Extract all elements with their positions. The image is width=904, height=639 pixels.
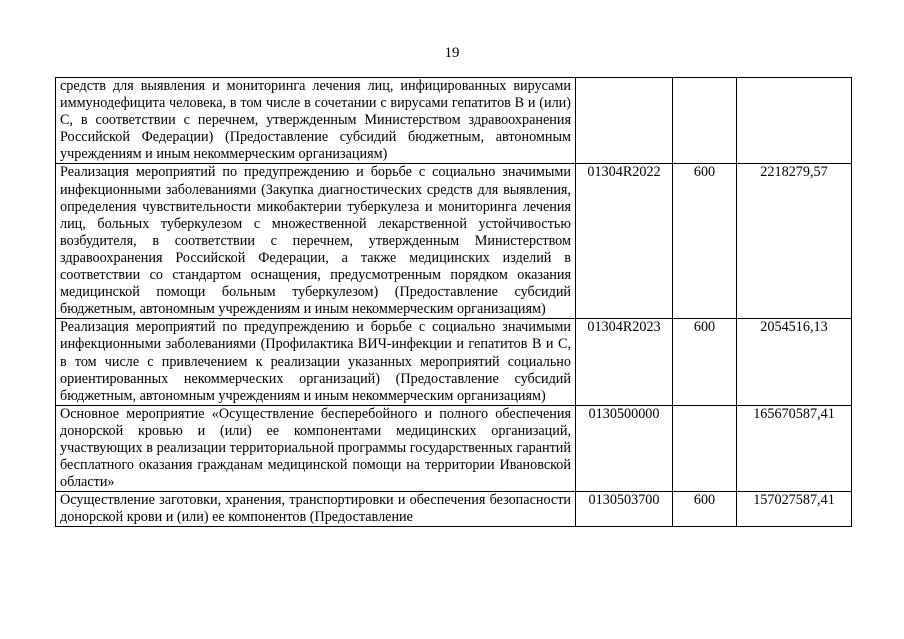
row-amount: 2054516,13	[737, 319, 852, 405]
row-code	[576, 78, 673, 164]
row-amount: 157027587,41	[737, 492, 852, 527]
row-code: 01304R2022	[576, 164, 673, 319]
row-expense-type	[673, 405, 737, 491]
row-code: 0130503700	[576, 492, 673, 527]
row-description: Основное мероприятие «Осуществление бесперебойного и полного обеспечения донорской кровью и (или) ее компонентами медицинских организаций, участвующих в реализации территориальной программы государственных гарантий бесплатного оказания гражданам медицинской помощи на территории Ивановской области»	[56, 405, 576, 491]
table-row	[56, 405, 852, 491]
row-amount	[737, 78, 852, 164]
table-row	[56, 78, 852, 164]
table-row	[56, 319, 852, 405]
table-row	[56, 492, 852, 527]
row-code: 0130500000	[576, 405, 673, 491]
row-description: Реализация мероприятий по предупреждению и борьбе с социально значимыми инфекционными заболеваниями (Профилактика ВИЧ-инфекции и гепатитов B и C, в том числе с привлечением к реализации указанных мероприятий социально ориентированных некоммерческих организаций) (Предоставление субсидий бюджетным, автономным учреждениям и иным некоммерческим организациям)	[56, 319, 576, 405]
row-expense-type: 600	[673, 492, 737, 527]
row-amount: 165670587,41	[737, 405, 852, 491]
table-row	[56, 164, 852, 319]
row-expense-type: 600	[673, 319, 737, 405]
row-description: Реализация мероприятий по предупреждению и борьбе с социально значимыми инфекционными заболеваниями (Закупка диагностических средств для выявления, определения чувствительности микобактерии туберкулеза и мониторинга лечения лиц, больных туберкулезом с множественной лекарственной устойчивостью возбудителя, в соответствии с перечнем, утвержденным Министерством здравоохранения Российской Федерации, а также медицинских изделий в соответствии со стандартом оснащения, предусмотренным порядком оказания медицинской помощи больным туберкулезом) (Предоставление субсидий бюджетным, автономным учреждениям и иным некоммерческим организациям)	[56, 164, 576, 319]
row-expense-type: 600	[673, 164, 737, 319]
budget-table	[55, 77, 852, 527]
row-amount: 2218279,57	[737, 164, 852, 319]
row-code: 01304R2023	[576, 319, 673, 405]
row-description: средств для выявления и мониторинга лечения лиц, инфицированных вирусами иммунодефицита человека, в том числе в сочетании с вирусами гепатитов B и (или) C, в соответствии с перечнем, утвержденным Министерством здравоохранения Российской Федерации) (Предоставление субсидий бюджетным, автономным учреждениям и иным некоммерческим организациям)	[56, 78, 576, 164]
row-expense-type	[673, 78, 737, 164]
row-description: Осуществление заготовки, хранения, транспортировки и обеспечения безопасности донорской крови и (или) ее компонентов (Предоставление	[56, 492, 576, 527]
page-number: 19	[444, 45, 460, 61]
